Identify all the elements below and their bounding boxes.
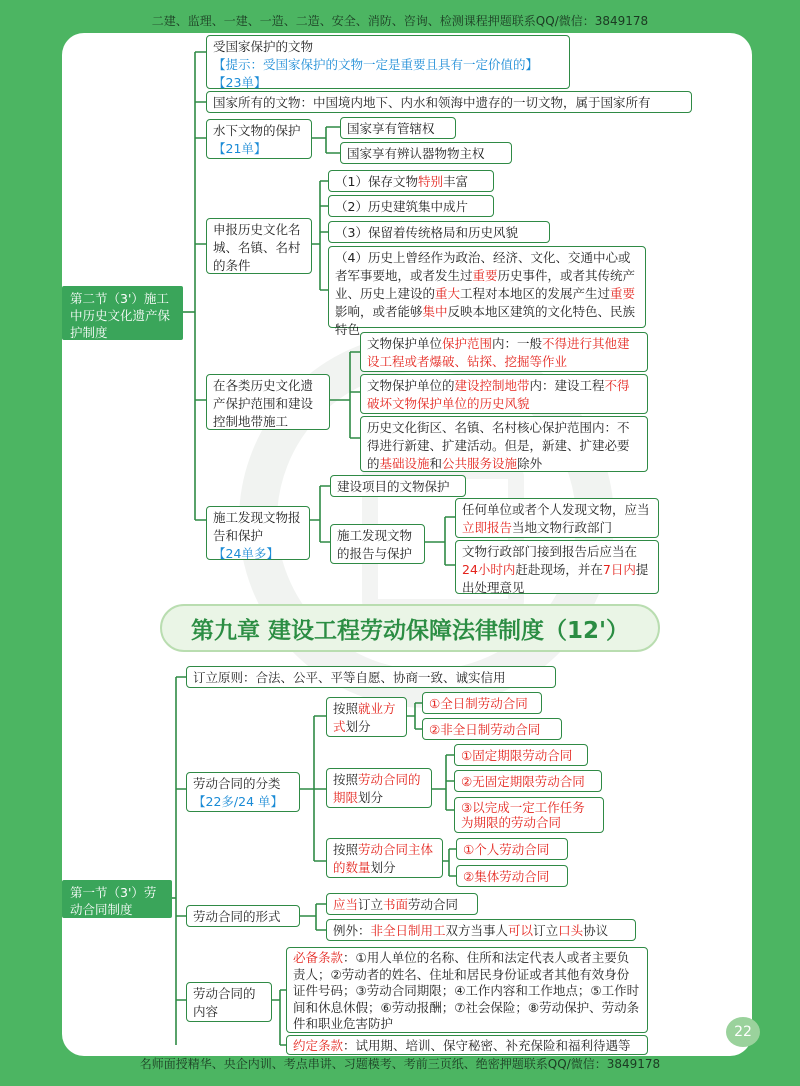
form-item-2 — [326, 919, 636, 941]
text-red: 24小时内 — [462, 562, 516, 577]
text: 历史文化街区、名镇、名村核心保护范围内：不得进行新建、扩建活动。但是，新建、扩建必要的 — [367, 420, 630, 471]
state-owned-box: 国家所有的文物：中国境内地下、内水和领海中遗存的一切文物，属于国家所有 — [206, 91, 692, 113]
text: 文物保护单位 — [367, 336, 443, 351]
protected-relics-box — [206, 35, 570, 89]
principle-box: 订立原则：合法、公平、平等自愿、协商一致、诚实信用 — [186, 666, 556, 688]
text-red: 重要 — [610, 286, 636, 301]
text-red: 书面 — [383, 897, 409, 912]
text-red: 可以 — [508, 923, 534, 938]
text: 内：一般 — [492, 336, 543, 351]
classify-employment-box — [326, 697, 407, 737]
scope-item-3 — [360, 416, 648, 472]
protected-relics-tag: 【23单】 — [213, 75, 267, 90]
text: （4）历史上曾经作为政治、经济、文化、交通中心或者军事要地，或者发生过 — [335, 250, 631, 283]
chapter-title: 第九章 建设工程劳动保障法律制度（12'） — [160, 604, 660, 652]
scope-item-2 — [360, 374, 648, 414]
underwater-box — [206, 119, 312, 159]
text: 订立 — [533, 923, 559, 938]
text-red: 重大 — [435, 286, 461, 301]
text: 除外 — [517, 456, 543, 471]
content-agreed — [286, 1035, 648, 1055]
classify-term-box — [326, 768, 432, 808]
text-red: 非全日制用工 — [370, 923, 446, 938]
text: ：试用期、培训、保守秘密、补充保险和福利待遇等 — [343, 1038, 631, 1053]
text: 当地文物行政部门 — [512, 520, 613, 535]
text-red: 建设控制地带 — [454, 378, 530, 393]
text-red: 劳动合同主体的数量 — [333, 842, 434, 875]
classify-title: 劳动合同的分类 — [193, 776, 281, 791]
text: 订立 — [358, 897, 384, 912]
discover-title-box — [206, 506, 310, 560]
form-item-1 — [326, 893, 478, 915]
text-red: 特别 — [417, 174, 443, 189]
content-title-box: 劳动合同的内容 — [186, 982, 272, 1022]
apply-condition-3: （3）保留着传统格局和历史风貌 — [328, 221, 550, 243]
text-red: 就业方式 — [333, 701, 396, 734]
classify-party-item-2: ②集体劳动合同 — [456, 865, 568, 887]
text: 按照 — [333, 842, 359, 857]
form-title-box: 劳动合同的形式 — [186, 905, 300, 927]
apply-condition-4 — [328, 246, 646, 337]
text-red: 约定条款 — [293, 1038, 344, 1053]
text: 劳动合同 — [408, 897, 459, 912]
text: 影响，或者能够 — [335, 304, 423, 319]
underwater-item-2: 国家享有辨认器物物主权 — [340, 142, 512, 164]
scope-title-box: 在各类历史文化遗产保护范围和建设控制地带施工 — [206, 374, 330, 430]
protected-relics-tip: 【提示：受国家保护的文物一定是重要且具有一定价值的】 — [213, 57, 539, 72]
classify-term-item-1: ①固定期限劳动合同 — [454, 744, 588, 766]
text: 划分 — [345, 719, 371, 734]
apply-condition-2: （2）历史建筑集中成片 — [328, 195, 494, 217]
text: 工程对本地区的发展产生过 — [460, 286, 611, 301]
top-banner: 二建、监理、一建、一造、二造、安全、消防、咨询、检测课程押题联系QQ/微信：3849178 — [151, 14, 649, 28]
content-required — [286, 947, 648, 1033]
page-number: 22 — [726, 1017, 760, 1047]
text-red: 7日内 — [602, 562, 636, 577]
section2-title: 第二节（3'）施工中历史文化遗产保护制度 — [62, 286, 183, 340]
text: 例外： — [333, 923, 371, 938]
discover-item-2: 施工发现文物的报告与保护 — [330, 524, 425, 564]
text-red: 劳动合同的期限 — [333, 772, 421, 805]
text-red: 应当 — [333, 897, 359, 912]
protected-relics-heading: 受国家保护的文物 — [213, 39, 314, 54]
text-red: 保护范围 — [442, 336, 493, 351]
classify-party-box — [326, 838, 443, 878]
text: 划分 — [370, 860, 396, 875]
discover-item-1: 建设项目的文物保护 — [330, 475, 466, 497]
text: 双方当事人 — [445, 923, 509, 938]
classify-term-item-2: ②无固定期限劳动合同 — [454, 770, 602, 792]
text: 按照 — [333, 772, 359, 787]
discover-report — [455, 498, 659, 538]
classify-title-box — [186, 772, 300, 812]
text: 历史事件，或者其传统产业、历史上建设的 — [335, 268, 636, 301]
classify-term-item-3: ③以完成一定工作任务为期限的劳动合同 — [454, 797, 604, 833]
text: 按照 — [333, 701, 359, 716]
classify-employment-item-1: ①全日制劳动合同 — [422, 692, 542, 714]
text-red: 公共服务设施 — [442, 456, 518, 471]
text: 和 — [429, 456, 443, 471]
underwater-tag: 【21单】 — [213, 141, 267, 156]
underwater-title: 水下文物的保护 — [213, 123, 301, 138]
discover-tag: 【24单多】 — [213, 546, 279, 561]
text-red: 必备条款 — [293, 950, 344, 965]
classify-tag: 【22多/24 单】 — [193, 794, 283, 809]
text: 丰富 — [442, 174, 468, 189]
discover-response — [455, 540, 659, 594]
classify-employment-item-2: ②非全日制劳动合同 — [422, 718, 562, 740]
discover-title: 施工发现文物报告和保护 — [213, 510, 301, 543]
text-red: 不得进行其他建设工程或者爆破、钻探、挖掘等作业 — [367, 336, 630, 369]
text-red: 集中 — [422, 304, 448, 319]
text: 文物保护单位的 — [367, 378, 455, 393]
text-red: 立即报告 — [462, 520, 513, 535]
scope-item-1 — [360, 332, 648, 372]
section1-title: 第一节（3'）劳动合同制度 — [62, 880, 172, 918]
text: 文物行政部门接到报告后应当在 — [462, 544, 638, 559]
apply-title-box: 申报历史文化名城、名镇、名村的条件 — [206, 218, 312, 274]
text-red: 重要 — [472, 268, 498, 283]
text: 反映本地区建筑的文化特色、民族特色 — [335, 304, 636, 337]
classify-party-item-1: ①个人劳动合同 — [456, 838, 568, 860]
text: 赶赴现场，并在 — [515, 562, 603, 577]
text: 提出处理意见 — [462, 562, 649, 595]
text: 任何单位或者个人发现文物，应当 — [462, 502, 650, 517]
text: 协议 — [583, 923, 609, 938]
apply-condition-1 — [328, 170, 494, 192]
text-red: 口头 — [558, 923, 584, 938]
text: 划分 — [358, 790, 384, 805]
underwater-item-1: 国家享有管辖权 — [340, 117, 456, 139]
text: ：①用人单位的名称、住所和法定代表人或者主要负责人；②劳动者的姓名、住址和居民身份证或者其他有效身份证件号码；③劳动合同期限；④工作内容和工作地点；⑤工作时间和休息休假；⑥劳动报酬；⑦社会保险；⑧劳动保护、劳动条件和职业危害防护 — [293, 950, 640, 1031]
text-red: 不得破坏文物保护单位的历史风貌 — [367, 378, 630, 411]
bottom-banner: 名师面授精华、央企内训、考点串讲、习题模考、考前三页纸、绝密押题联系QQ/微信：3849178 — [139, 1057, 661, 1071]
text: （1）保存文物 — [335, 174, 418, 189]
text-red: 基础设施 — [379, 456, 430, 471]
text: 内：建设工程 — [529, 378, 605, 393]
